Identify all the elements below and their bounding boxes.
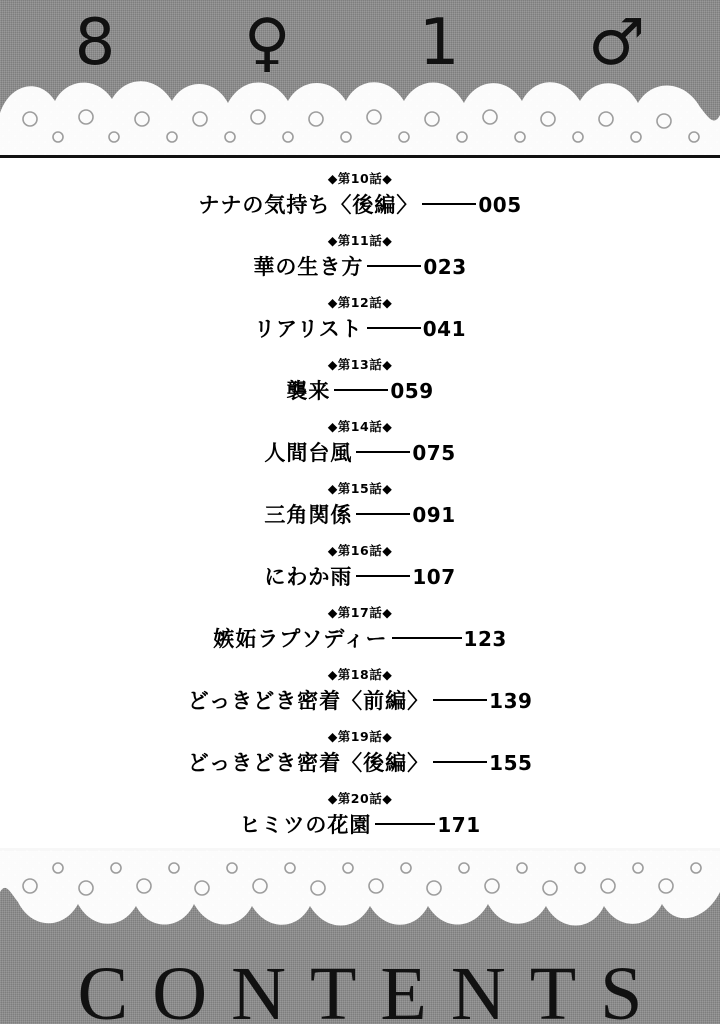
chapter-title: どっきどき密着〈前編〉 [187, 689, 430, 713]
contents-entry[interactable] [0, 790, 720, 842]
chapter-page-number: 041 [422, 317, 466, 341]
chapter-tag: ◆第18話◆ [327, 667, 393, 682]
chapter-line [0, 684, 720, 718]
chapter-tag: ◆第16話◆ [327, 543, 393, 558]
leader-rule [392, 637, 462, 639]
contents-entry[interactable] [0, 356, 720, 408]
contents-entry[interactable] [0, 480, 720, 532]
chapter-page-number: 059 [390, 379, 434, 403]
chapter-title: ナナの気持ち〈後編〉 [198, 193, 419, 217]
chapter-page-number: 139 [489, 689, 533, 713]
leader-rule [433, 761, 487, 763]
book-title-symbols: 8 ♀ 1 ♂ [74, 6, 700, 80]
chapter-page-number: 023 [423, 255, 467, 279]
leader-rule [367, 265, 421, 267]
leader-rule [422, 203, 476, 205]
chapter-tag: ◆第12話◆ [327, 295, 393, 310]
chapter-tag: ◆第15話◆ [327, 481, 393, 496]
chapter-title: 嫉妬ラプソディー [213, 627, 388, 651]
chapter-line [0, 312, 720, 346]
chapter-page-number: 091 [412, 503, 456, 527]
chapter-page-number: 005 [478, 193, 522, 217]
chapter-line [0, 746, 720, 780]
lace-border-bottom [0, 848, 720, 934]
contents-entry[interactable] [0, 170, 720, 222]
chapter-title: リアリスト [254, 317, 363, 341]
chapter-title: 華の生き方 [253, 255, 364, 279]
chapter-title: 襲来 [286, 379, 331, 403]
chapter-tag: ◆第13話◆ [327, 357, 393, 372]
contents-entry[interactable] [0, 728, 720, 780]
chapter-page-number: 107 [412, 565, 456, 589]
chapter-page-number: 155 [489, 751, 533, 775]
contents-entry[interactable] [0, 418, 720, 470]
chapter-title: 人間台風 [264, 441, 353, 465]
contents-entry[interactable] [0, 542, 720, 594]
chapter-title: ヒミツの花園 [239, 813, 372, 837]
leader-rule [356, 451, 410, 453]
chapter-line [0, 808, 720, 842]
chapter-page-number: 075 [412, 441, 456, 465]
chapter-line [0, 188, 720, 222]
leader-rule [356, 513, 410, 515]
chapter-title: にわか雨 [264, 565, 353, 589]
chapter-page-number: 171 [437, 813, 481, 837]
top-decorative-band [0, 0, 720, 158]
contents-list [0, 170, 720, 850]
leader-rule [433, 699, 487, 701]
chapter-tag: ◆第10話◆ [327, 171, 393, 186]
chapter-tag: ◆第19話◆ [327, 729, 393, 744]
contents-entry[interactable] [0, 294, 720, 346]
bottom-decorative-band [0, 848, 720, 1024]
chapter-line [0, 498, 720, 532]
contents-entry[interactable] [0, 604, 720, 656]
chapter-line [0, 250, 720, 284]
chapter-title: 三角関係 [264, 503, 353, 527]
contents-entry[interactable] [0, 666, 720, 718]
leader-rule [375, 823, 435, 825]
chapter-line [0, 622, 720, 656]
leader-rule [334, 389, 388, 391]
chapter-line [0, 374, 720, 408]
lace-border-top [0, 73, 720, 155]
chapter-tag: ◆第14話◆ [327, 419, 393, 434]
chapter-tag: ◆第11話◆ [327, 233, 393, 248]
chapter-page-number: 123 [463, 627, 507, 651]
chapter-line [0, 560, 720, 594]
chapter-line [0, 436, 720, 470]
chapter-tag: ◆第17話◆ [327, 605, 393, 620]
chapter-tag: ◆第20話◆ [327, 791, 393, 806]
contents-entry[interactable] [0, 232, 720, 284]
chapter-title: どっきどき密着〈後編〉 [187, 751, 430, 775]
leader-rule [356, 575, 410, 577]
leader-rule [367, 327, 421, 329]
contents-heading: CONTENTS [77, 952, 667, 1024]
